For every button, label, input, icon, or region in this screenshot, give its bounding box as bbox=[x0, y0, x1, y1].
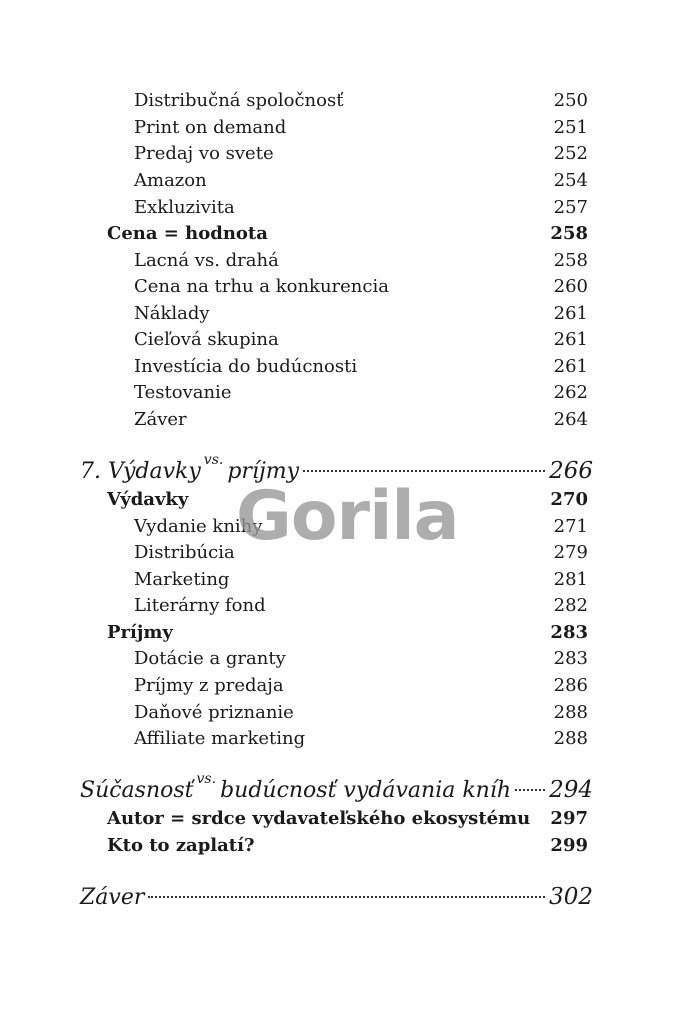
toc-section bbox=[0, 806, 700, 832]
toc-entry-label: Príjmy z predaja bbox=[134, 675, 284, 696]
toc-entry-page: 283 bbox=[553, 648, 588, 669]
toc-entry bbox=[0, 646, 700, 672]
toc-entry-page: 282 bbox=[553, 595, 588, 616]
toc-entry-page: 288 bbox=[553, 728, 588, 749]
toc-entry-page: 257 bbox=[553, 197, 588, 218]
toc-entry-label: Amazon bbox=[134, 170, 207, 191]
toc-entry-label: Distribúcia bbox=[134, 542, 235, 563]
toc-section bbox=[0, 833, 700, 859]
toc-entry-page: 261 bbox=[553, 329, 588, 350]
toc-entry bbox=[0, 301, 700, 327]
toc-entry-page: 251 bbox=[553, 117, 588, 138]
toc-section bbox=[0, 620, 700, 646]
toc-chapter-page: 266 bbox=[549, 458, 593, 484]
toc-entry bbox=[0, 700, 700, 726]
toc-entry-page: 261 bbox=[553, 356, 588, 377]
toc-entry bbox=[0, 141, 700, 167]
toc-section-page: 299 bbox=[550, 835, 588, 856]
toc-chapter-title-2: budúcnosť vydávania kníh bbox=[220, 778, 512, 803]
toc-entry-label: Marketing bbox=[134, 569, 230, 590]
toc-entry-label: Exkluzivita bbox=[134, 197, 235, 218]
toc-entry bbox=[0, 407, 700, 433]
toc-chapter-title: 7. Výdavky bbox=[80, 459, 201, 484]
toc-entry-page: 260 bbox=[553, 276, 588, 297]
toc-entry-label: Literárny fond bbox=[134, 595, 266, 616]
toc-entry-page: 254 bbox=[553, 170, 588, 191]
toc-section-page: 297 bbox=[550, 808, 588, 829]
toc-section-label: Príjmy bbox=[107, 622, 173, 643]
toc-entry-label: Lacná vs. drahá bbox=[134, 250, 279, 271]
toc-entry-page: 264 bbox=[553, 409, 588, 430]
toc-entry-label: Daňové priznanie bbox=[134, 702, 294, 723]
toc-entry-page: 252 bbox=[553, 143, 588, 164]
toc-entry-label: Predaj vo svete bbox=[134, 143, 274, 164]
toc-entry-label: Print on demand bbox=[134, 117, 287, 138]
toc-entry bbox=[0, 567, 700, 593]
toc-entry-page: 258 bbox=[553, 250, 588, 271]
toc-entry-page: 271 bbox=[553, 516, 588, 537]
leader-dots bbox=[303, 470, 545, 472]
toc-entry bbox=[0, 115, 700, 141]
toc-entry-label: Affiliate marketing bbox=[134, 728, 306, 749]
toc-entry-label: Cena na trhu a konkurencia bbox=[134, 276, 389, 297]
toc-entry bbox=[0, 593, 700, 619]
toc-entry-label: Investícia do budúcnosti bbox=[134, 356, 358, 377]
toc-chapter bbox=[80, 773, 593, 807]
toc-chapter bbox=[80, 880, 593, 914]
toc-section-label: Autor = srdce vydavateľského ekosystému bbox=[107, 808, 531, 829]
toc-entry-label: Cieľová skupina bbox=[134, 329, 279, 350]
toc-entry bbox=[0, 274, 700, 300]
toc-entry bbox=[0, 673, 700, 699]
toc-chapter-title: Súčasnosť bbox=[80, 778, 194, 803]
toc-entry bbox=[0, 195, 700, 221]
toc-entry-page: 262 bbox=[553, 382, 588, 403]
toc-entry-page: 279 bbox=[553, 542, 588, 563]
toc-entry-page: 250 bbox=[553, 90, 588, 111]
toc-entry bbox=[0, 380, 700, 406]
toc-entry-label: Vydanie knihy bbox=[134, 516, 263, 537]
toc-chapter-page: 294 bbox=[549, 777, 593, 803]
toc-entry bbox=[0, 168, 700, 194]
toc-entry-page: 281 bbox=[553, 569, 588, 590]
toc-entry bbox=[0, 88, 700, 114]
toc-entry bbox=[0, 327, 700, 353]
watermark-logo: Gorila bbox=[236, 477, 459, 556]
leader-dots bbox=[148, 896, 545, 898]
toc-section-label: Cena = hodnota bbox=[107, 223, 268, 244]
toc-section bbox=[0, 221, 700, 247]
toc-section-label: Výdavky bbox=[107, 489, 189, 510]
toc-chapter-vs: vs. bbox=[203, 452, 224, 468]
toc-section-label: Kto to zaplatí? bbox=[107, 835, 255, 856]
toc-chapter-page: 302 bbox=[549, 884, 593, 910]
toc-entry-page: 288 bbox=[553, 702, 588, 723]
toc-chapter-title: Záver bbox=[80, 885, 145, 910]
toc-entry-page: 286 bbox=[553, 675, 588, 696]
toc-section-page: 283 bbox=[550, 622, 588, 643]
toc-entry-page: 261 bbox=[553, 303, 588, 324]
toc-entry bbox=[0, 248, 700, 274]
toc-chapter-vs: vs. bbox=[196, 771, 217, 787]
toc-entry-label: Dotácie a granty bbox=[134, 648, 286, 669]
toc-entry-label: Testovanie bbox=[134, 382, 232, 403]
toc-section-page: 258 bbox=[550, 223, 588, 244]
leader-dots bbox=[515, 789, 545, 791]
toc-entry-label: Náklady bbox=[134, 303, 210, 324]
toc-entry bbox=[0, 726, 700, 752]
toc-entry-label: Distribučná spoločnosť bbox=[134, 90, 344, 111]
toc-chapter-title-2: príjmy bbox=[227, 459, 300, 484]
toc-entry bbox=[0, 354, 700, 380]
toc-section-page: 270 bbox=[550, 489, 588, 510]
toc-entry-label: Záver bbox=[134, 409, 187, 430]
